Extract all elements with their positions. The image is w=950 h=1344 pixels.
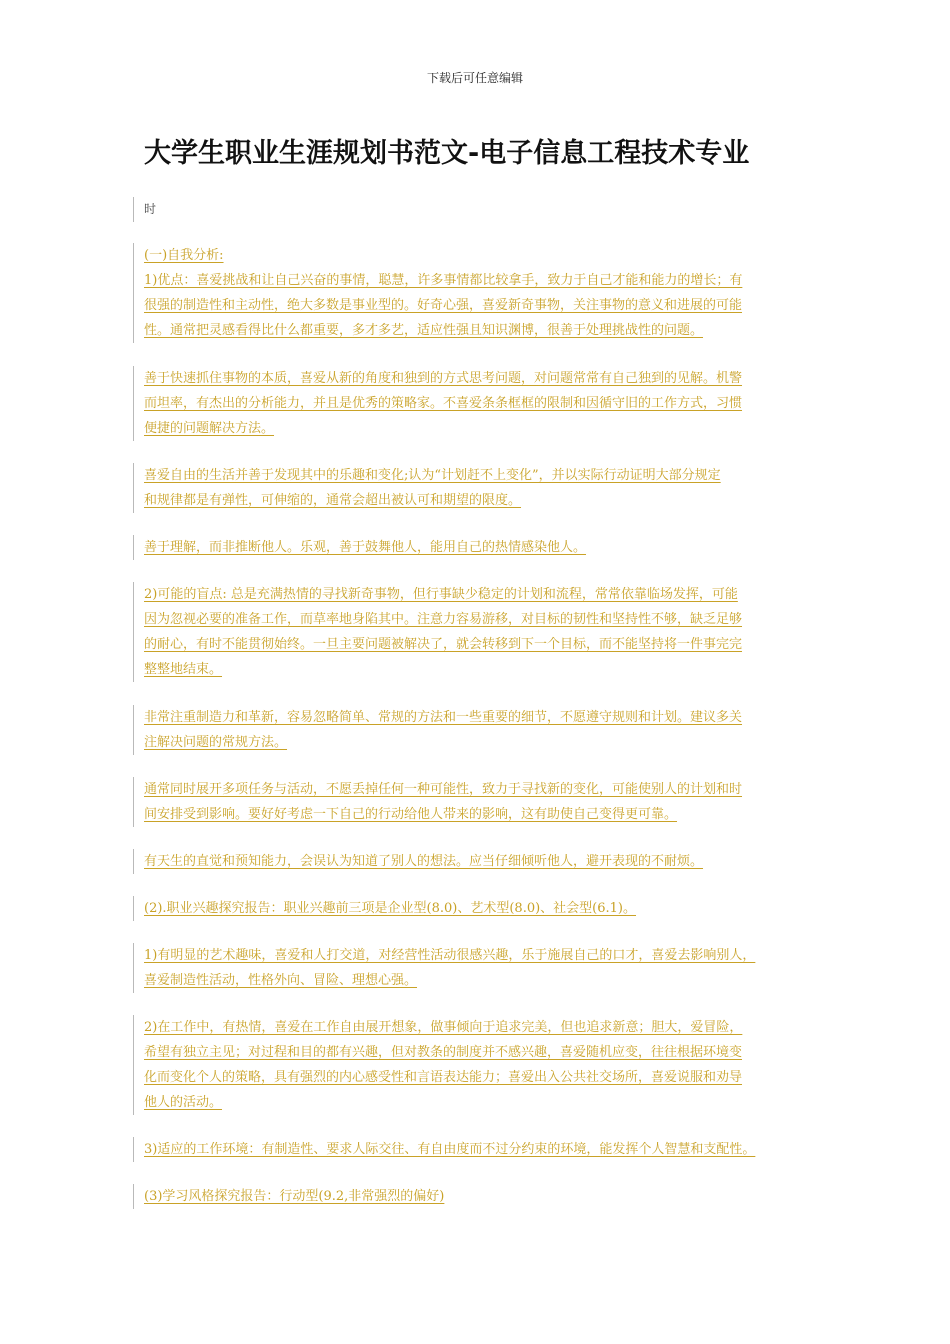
text-line: 1)有明显的艺术趣味，喜爱和人打交道，对经营性活动很感兴趣，乐于施展自己的口才，喜爱去影响别人，: [144, 948, 756, 963]
paragraph-12: [133, 1137, 823, 1162]
paragraph-6: [133, 705, 823, 755]
text-line: 有天生的直觉和预知能力，会误认为知道了别人的想法。应当仔细倾听他人，避开表现的不耐烦。: [144, 854, 704, 869]
paragraph-4: [133, 535, 823, 560]
paragraph-13: [133, 1184, 823, 1209]
time-label: 时: [144, 202, 157, 216]
text-line: 便捷的问题解决方法。: [144, 421, 275, 436]
header-note: 下载后可任意编辑: [426, 71, 523, 85]
paragraph-9: [133, 896, 823, 921]
text-line: 间安排受到影响。要好好考虑一下自己的行动给他人带来的影响，这有助使自己变得更可靠。: [144, 807, 678, 822]
text-line: 他人的活动。: [144, 1095, 223, 1110]
text-line: 2)在工作中，有热情，喜爱在工作自由展开想象，做事倾向于追求完美，但也追求新意；胆大，爱冒险，: [144, 1020, 743, 1035]
text-line: 善于快速抓住事物的本质，喜爱从新的角度和独到的方式思考问题，对问题常常有自己独到的见解。机警: [144, 371, 743, 386]
text-line: (3)学习风格探究报告：行动型(9.2,非常强烈的偏好): [144, 1189, 445, 1204]
text-line: 喜爱制造性活动，性格外向、冒险、理想心强。: [144, 973, 418, 988]
text-line: 的耐心，有时不能贯彻始终。一旦主要问题被解决了，就会转移到下一个目标，而不能坚持将一件事完完: [144, 637, 743, 652]
time-paragraph: [133, 197, 823, 222]
paragraph-10: [133, 943, 823, 993]
paragraph-7: [133, 777, 823, 827]
text-line: 而坦率，有杰出的分析能力，并且是优秀的策略家。不喜爱条条框框的限制和因循守旧的工作方式，习惯: [144, 396, 743, 411]
text-line: 喜爱自由的生活并善于发现其中的乐趣和变化;认为“计划赶不上变化”，并以实际行动证明大部分规定: [144, 468, 721, 483]
text-line: 性。通常把灵感看得比什么都重要，多才多艺，适应性强且知识渊博，很善于处理挑战性的问题。: [144, 323, 704, 338]
text-line: 希望有独立主见；对过程和目的都有兴趣，但对教条的制度并不感兴趣，喜爱随机应变，往往根据环境变: [144, 1045, 743, 1060]
paragraph-3: [133, 463, 823, 513]
text-line: 3)适应的工作环境：有制造性、要求人际交往、有自由度而不过分约束的环境，能发挥个人智慧和支配性。: [144, 1142, 756, 1157]
paragraph-2: [133, 366, 823, 441]
text-line: (一)自我分析:: [144, 248, 224, 263]
text-line: 很强的制造性和主动性，绝大多数是事业型的。好奇心强，喜爱新奇事物，关注事物的意义和进展的可能: [144, 298, 743, 313]
paragraph-1: [133, 243, 823, 343]
text-line: 通常同时展开多项任务与活动，不愿丢掉任何一种可能性，致力于寻找新的变化，可能使别人的计划和时: [144, 782, 743, 797]
text-line: 2)可能的盲点: 总是充满热情的寻找新奇事物，但行事缺少稳定的计划和流程，常常依靠临场发挥，可能: [144, 587, 738, 602]
text-line: 和规律都是有弹性，可伸缩的，通常会超出被认可和期望的限度。: [144, 493, 522, 508]
paragraph-11: [133, 1015, 823, 1115]
paragraph-8: [133, 849, 823, 874]
text-line: 注解决问题的常规方法。: [144, 735, 288, 750]
paragraph-5: [133, 582, 823, 682]
document-title: 大学生职业生涯规划书范文-电子信息工程技术专业: [144, 138, 750, 169]
text-line: 整整地结束。: [144, 662, 223, 677]
text-line: 1)优点：喜爱挑战和让自己兴奋的事情，聪慧，许多事情都比较拿手，致力于自己才能和能力的增长；有: [144, 273, 743, 288]
text-line: 因为忽视必要的准备工作，而草率地身陷其中。注意力容易游移，对目标的韧性和坚持性不够，缺乏足够: [144, 612, 743, 627]
text-line: 善于理解，而非推断他人。乐观，善于鼓舞他人，能用自己的热情感染他人。: [144, 540, 587, 555]
text-line: 化而变化个人的策略，具有强烈的内心感受性和言语表达能力；喜爱出入公共社交场所，喜爱说服和劝导: [144, 1070, 743, 1085]
text-line: (2).职业兴趣探究报告：职业兴趣前三项是企业型(8.0)、艺术型(8.0)、社会型(6.1)。: [144, 901, 637, 916]
text-line: 非常注重制造力和革新，容易忽略简单、常规的方法和一些重要的细节，不愿遵守规则和计划。建议多关: [144, 710, 743, 725]
